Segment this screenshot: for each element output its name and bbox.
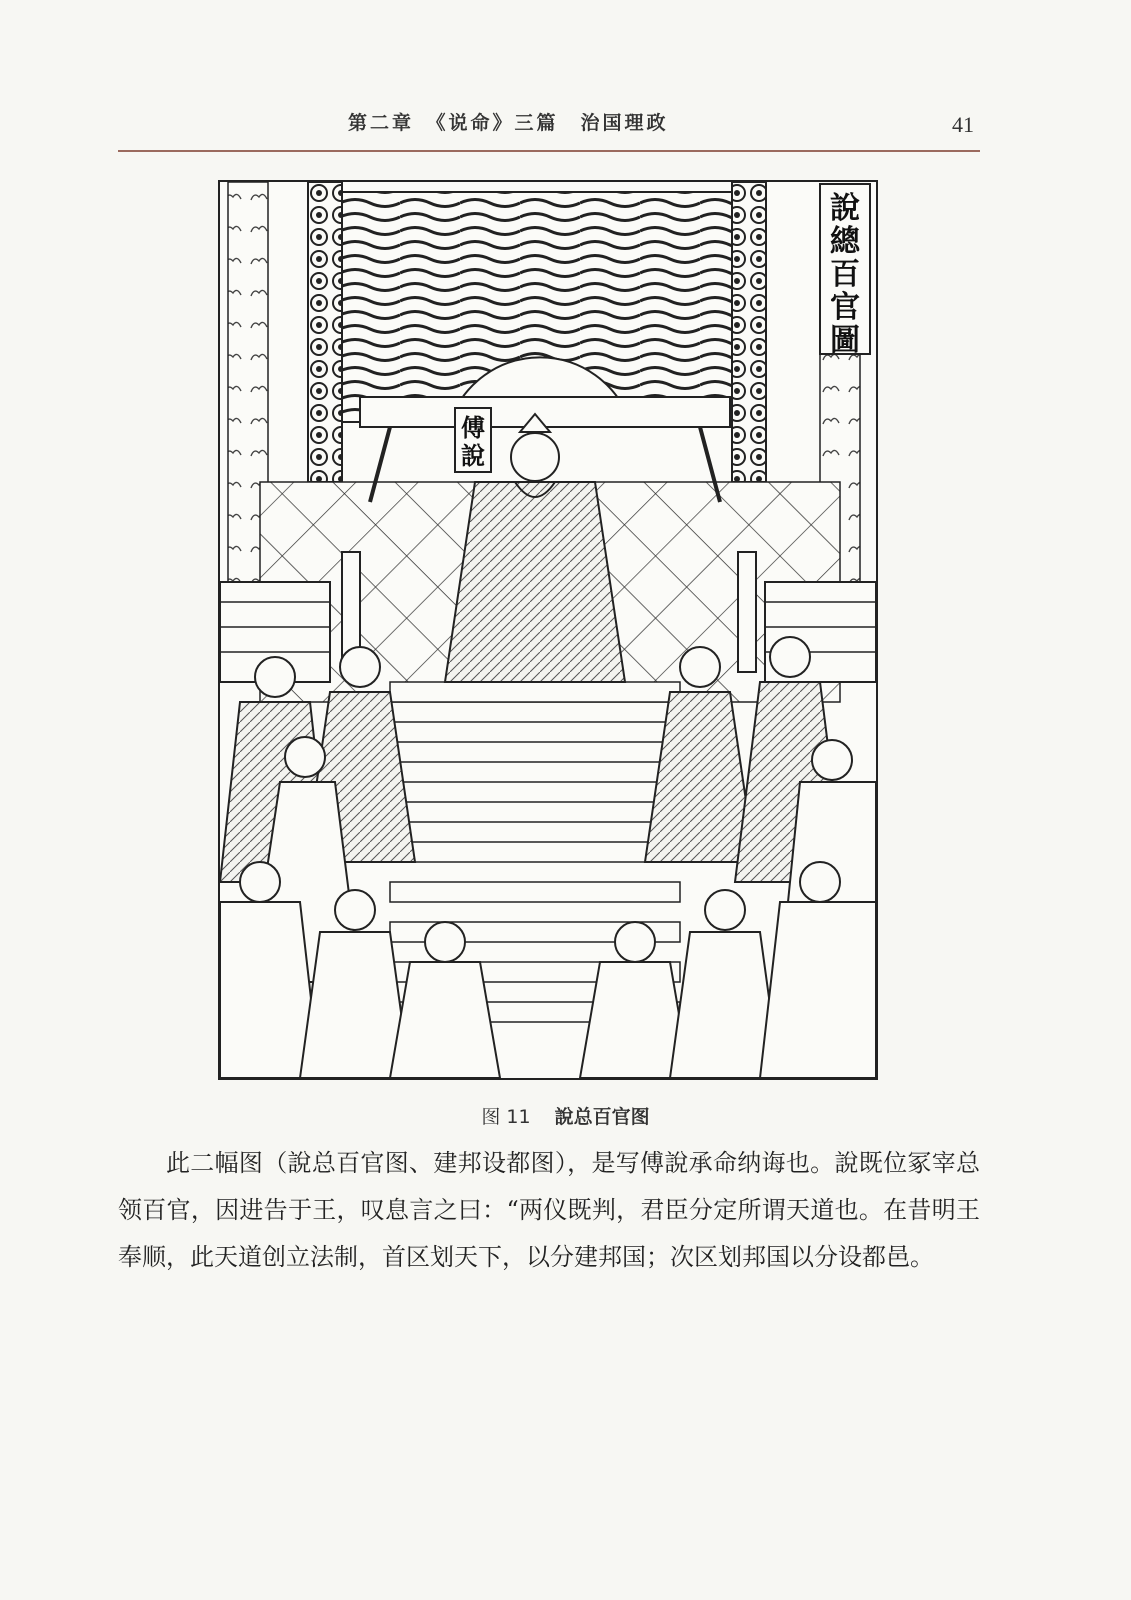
body-paragraph: 此二幅图（說总百官图、建邦设都图），是写傅說承命纳诲也。說既位冢宰总领百官，因进告于王，叹息言之曰：“两仪既判，君臣分定所谓天道也。在昔明王奉顺，此天道创立法制，首区划天下，以分建邦国；次区划邦国以分设都邑。 [118, 1149, 980, 1271]
label-char: 圖 [830, 323, 860, 358]
label-char: 傅 [461, 413, 485, 442]
inset-title-label [830, 191, 861, 358]
figure-caption [0, 1102, 1131, 1129]
label-char: 百 [830, 257, 860, 292]
label-char: 官 [830, 290, 860, 325]
chapter-title: 第二章 《说命》三篇 治国理政 [348, 112, 669, 134]
label-char: 總 [830, 224, 860, 259]
caption-title: 說总百官图 [554, 1106, 650, 1128]
page-number: 41 [952, 112, 974, 137]
label-char: 說 [830, 191, 860, 226]
name-tag-label [461, 413, 485, 470]
running-head [118, 100, 980, 152]
caption-label: 图 11 [481, 1106, 531, 1128]
woodblock-illustration [218, 180, 878, 1080]
illustration-drawing [220, 182, 876, 1078]
label-char: 說 [461, 441, 485, 470]
